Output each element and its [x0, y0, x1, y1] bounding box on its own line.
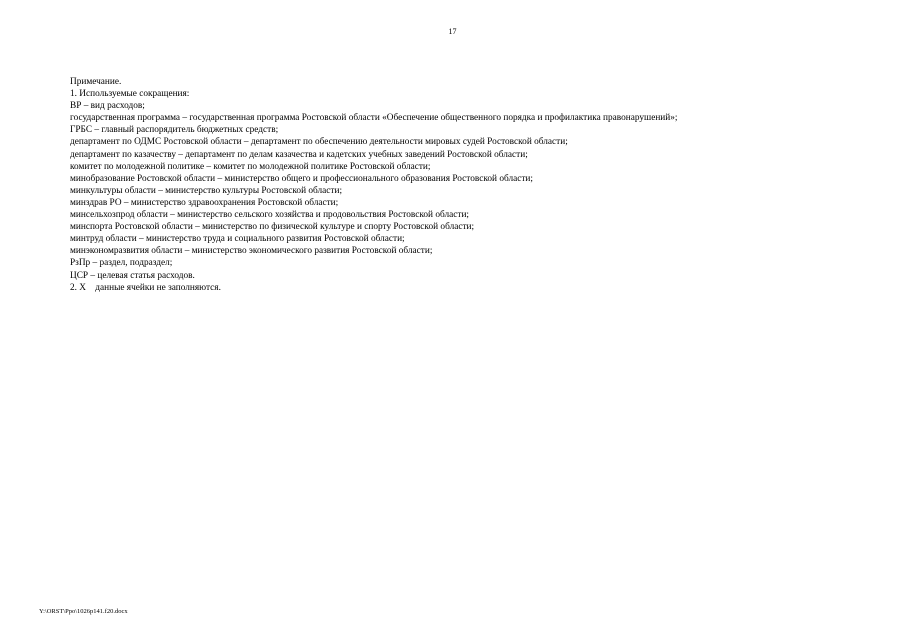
note-line: ЦСР – целевая статья расходов. [70, 270, 195, 281]
note-line: департамент по ОДМС Ростовской области – департамент по обеспечению деятельности мировых судей Ростовской области; [70, 137, 568, 148]
note-line: минкультуры области – министерство культуры Ростовской области; [70, 185, 343, 196]
note-line: комитет по молодежной политике – комитет по молодежной политике Ростовской области; [70, 161, 431, 172]
note-line: РзПр – раздел, подраздел; [70, 258, 173, 269]
notes-list [70, 76, 870, 294]
note-line: 1. Используемые сокращения: [70, 89, 190, 100]
note-line: минспорта Ростовской области – министерство по физической культуре и спорту Ростовской области; [70, 222, 475, 233]
note-line: государственная программа – государственная программа Ростовской области «Обеспечение общественного порядка и профилактика правонарушений»; [70, 113, 678, 124]
note-line: ВР – вид расходов; [70, 101, 145, 112]
note-line: минэкономразвития области – министерство экономического развития Ростовской области; [70, 246, 433, 257]
footer-file-path: Y:\ORST\Ppo\1026p141.f20.docx [39, 608, 128, 615]
note-line: 2. Х данные ячейки не заполняются. [70, 282, 221, 293]
page-number: 17 [448, 27, 457, 36]
note-line: минсельхозпрод области – министерство сельского хозяйства и продовольствия Ростовской области; [70, 210, 469, 221]
note-line: ГРБС – главный распорядитель бюджетных средств; [70, 125, 279, 136]
note-heading: Примечание. [70, 77, 122, 87]
note-line: минздрав РО – министерство здравоохранения Ростовской области; [70, 197, 339, 208]
note-line: минтруд области – министерство труда и социального развития Ростовской области; [70, 234, 405, 245]
note-line: департамент по казачеству – департамент по делам казачества и кадетских учебных заведений Ростовской области; [70, 149, 528, 160]
note-line: минобразование Ростовской области – министерство общего и профессионального образования Ростовской области; [70, 173, 533, 184]
